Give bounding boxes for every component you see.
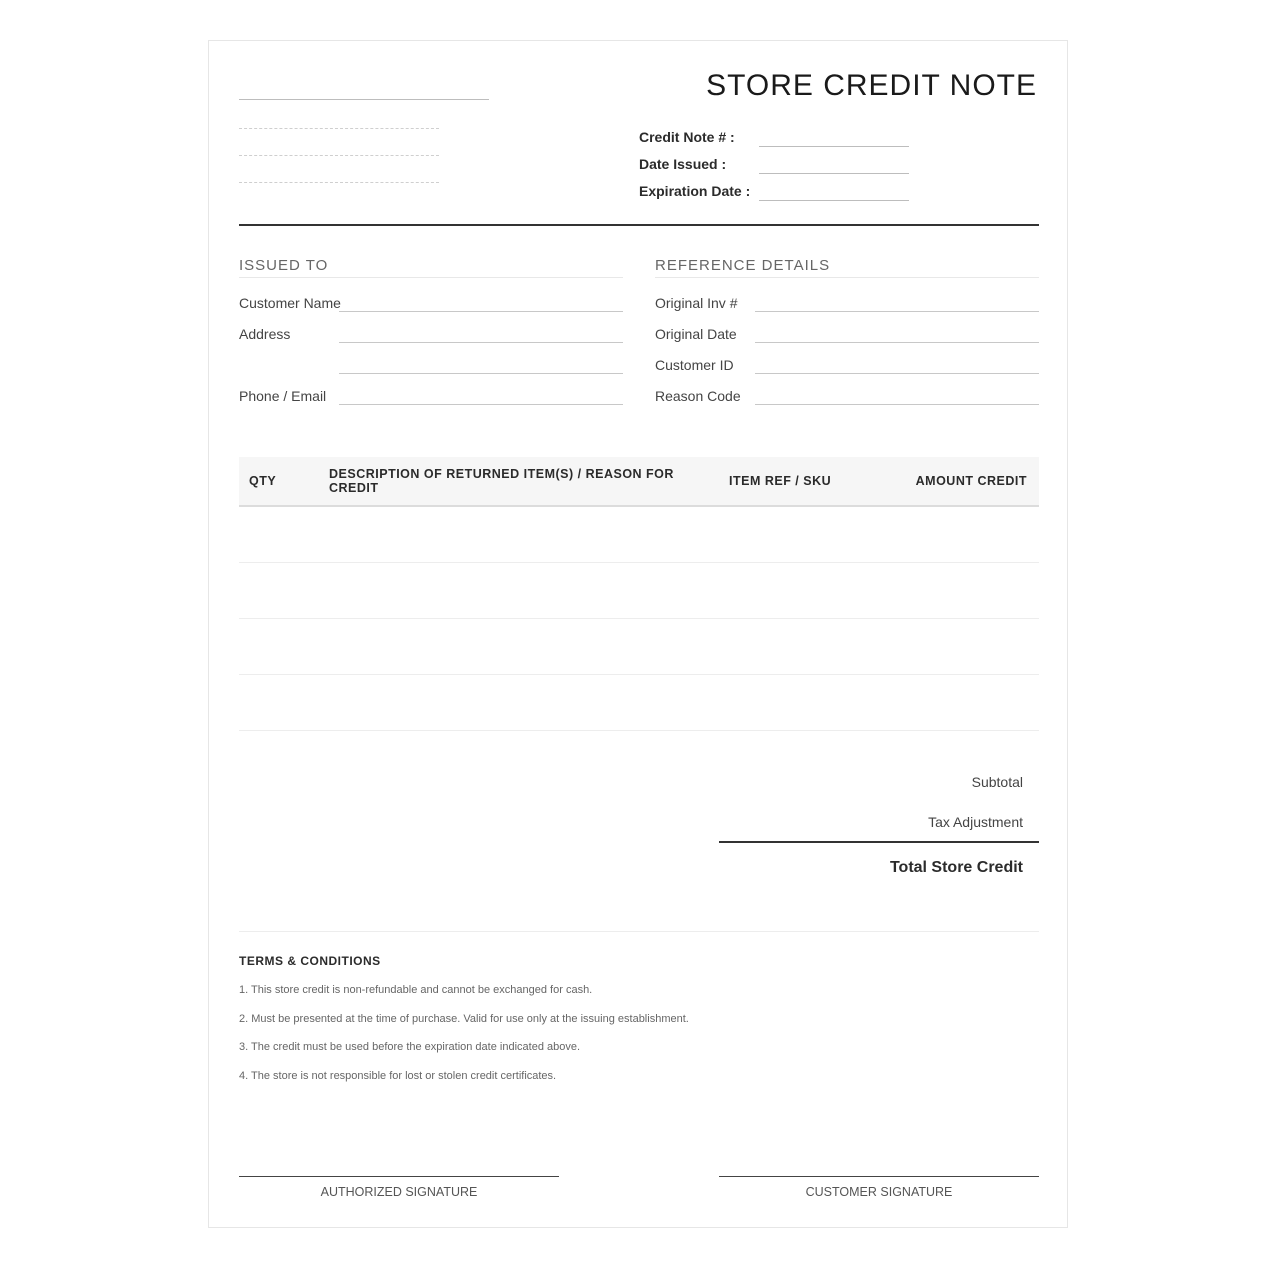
term-item: 4. The store is not responsible for lost or stolen credit certificates. [239, 1070, 557, 1082]
customer-signature-line[interactable] [719, 1176, 1039, 1177]
terms-divider [239, 931, 1039, 932]
issued-to-rule [239, 277, 623, 278]
authorized-signature-line[interactable] [239, 1176, 559, 1177]
customer-signature-label: CUSTOMER SIGNATURE [805, 1185, 953, 1199]
authorized-signature-label: AUTHORIZED SIGNATURE [320, 1185, 478, 1199]
original-inv-label: Original Inv # [655, 295, 738, 311]
issued-to-title: ISSUED TO [239, 257, 329, 274]
credit-note-sheet [208, 40, 1068, 1228]
total-divider [719, 841, 1039, 843]
company-contact-line [239, 182, 439, 183]
table-row[interactable] [239, 562, 1039, 563]
total-store-credit-label: Total Store Credit [889, 859, 1023, 876]
expiration-date-field[interactable] [759, 200, 909, 201]
reason-code-field[interactable] [755, 404, 1039, 405]
table-row[interactable] [239, 730, 1039, 731]
column-item-ref: ITEM REF / SKU [729, 474, 832, 488]
table-row[interactable] [239, 674, 1039, 675]
header-divider [239, 224, 1039, 226]
terms-title: TERMS & CONDITIONS [239, 954, 381, 968]
credit-note-number-label: Credit Note # : [639, 129, 735, 145]
term-item: 2. Must be presented at the time of purchase. Valid for use only at the issuing establishment. [239, 1013, 689, 1025]
original-date-field[interactable] [755, 342, 1039, 343]
document-title: STORE CREDIT NOTE [706, 69, 1037, 102]
subtotal-label: Subtotal [971, 774, 1023, 790]
customer-name-field[interactable] [339, 311, 623, 312]
table-row[interactable] [239, 618, 1039, 619]
original-date-label: Original Date [655, 326, 737, 342]
date-issued-field[interactable] [759, 173, 909, 174]
original-inv-field[interactable] [755, 311, 1039, 312]
term-item: 1. This store credit is non-refundable and cannot be exchanged for cash. [239, 984, 593, 996]
company-address-line [239, 128, 439, 129]
column-qty: QTY [249, 474, 277, 488]
reason-code-label: Reason Code [655, 388, 741, 404]
column-amount-credit: AMOUNT CREDIT [915, 474, 1027, 488]
expiration-date-label: Expiration Date : [639, 183, 751, 199]
address-field-line-1[interactable] [339, 342, 623, 343]
customer-name-label: Customer Name [239, 295, 341, 311]
address-label: Address [239, 326, 291, 342]
date-issued-label: Date Issued : [639, 156, 727, 172]
customer-id-field[interactable] [755, 373, 1039, 374]
company-address-line [239, 155, 439, 156]
reference-details-title: REFERENCE DETAILS [655, 257, 831, 274]
tax-adjustment-label: Tax Adjustment [928, 814, 1023, 830]
phone-email-label: Phone / Email [239, 388, 327, 404]
phone-email-field[interactable] [339, 404, 623, 405]
column-description: DESCRIPTION OF RETURNED ITEM(S) / REASON FOR CREDIT [329, 467, 674, 495]
address-field-line-2[interactable] [339, 373, 623, 374]
term-item: 3. The credit must be used before the expiration date indicated above. [239, 1041, 581, 1053]
credit-note-number-field[interactable] [759, 146, 909, 147]
customer-id-label: Customer ID [655, 357, 734, 373]
reference-details-rule [655, 277, 1039, 278]
company-name-line [239, 99, 489, 100]
